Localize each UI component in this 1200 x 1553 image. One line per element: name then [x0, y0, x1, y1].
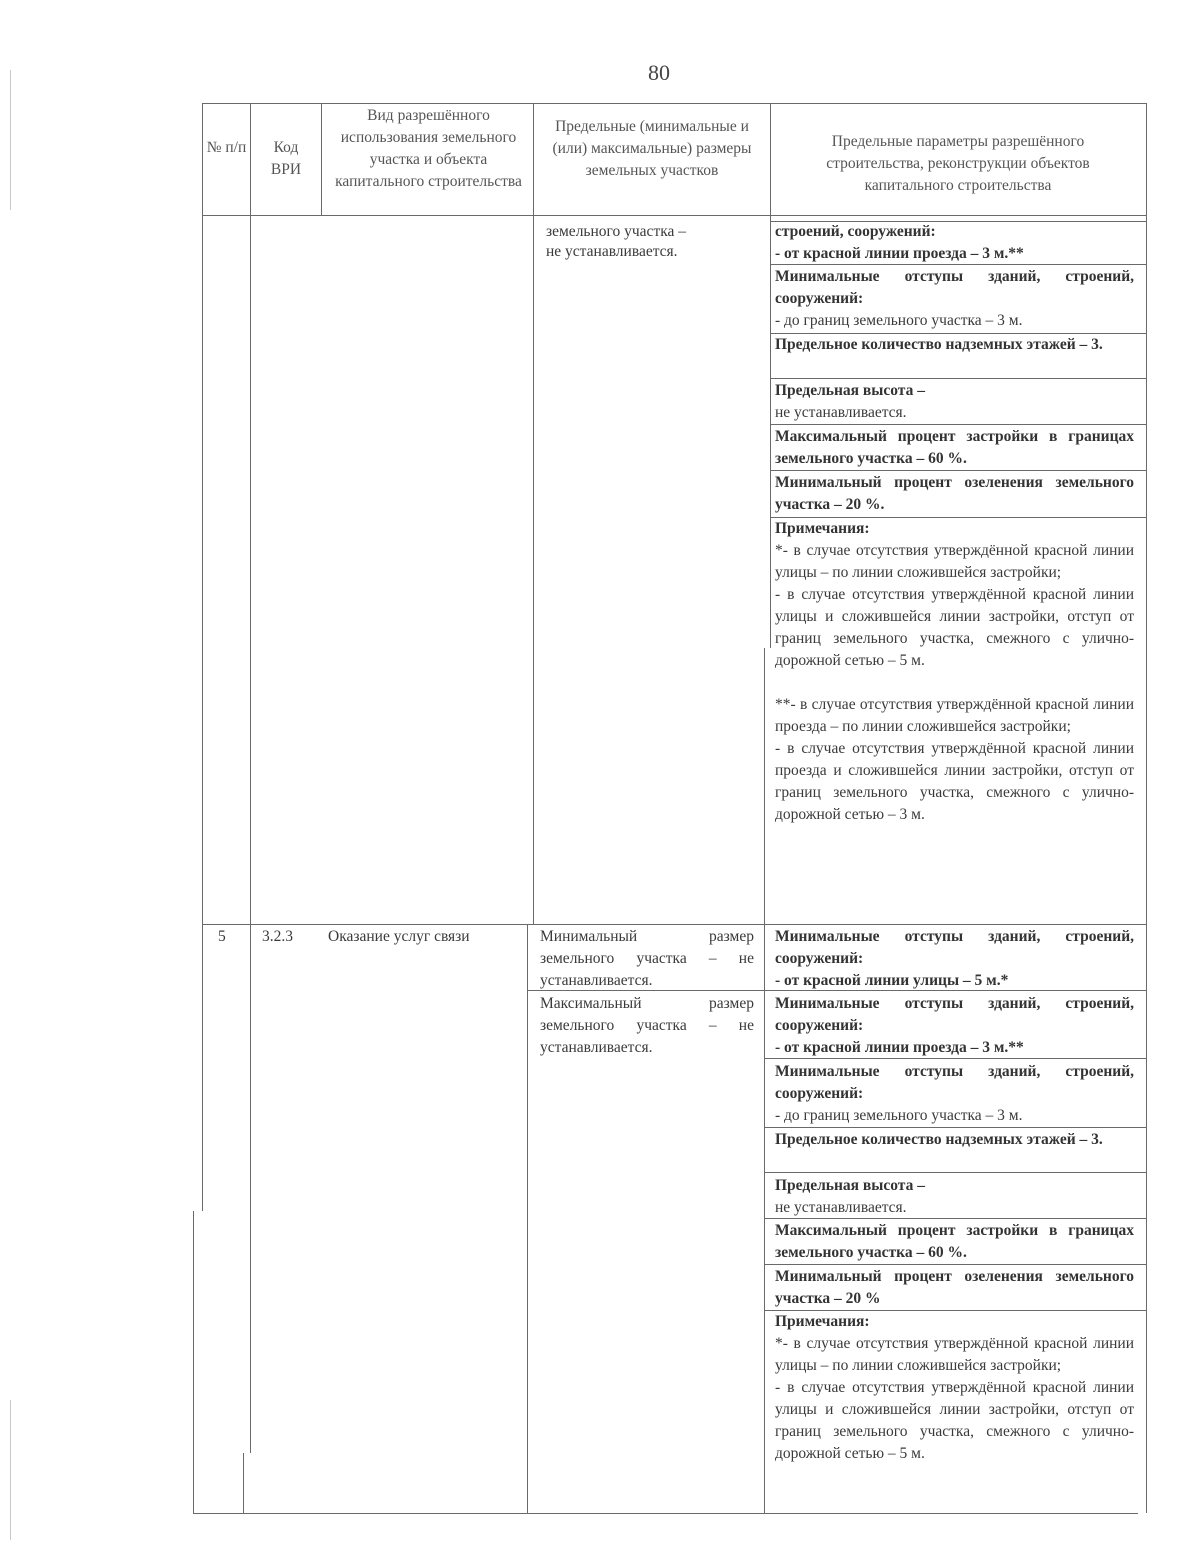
header-size: Предельные (минимальные и (или) максимальные) размеры земельных участков — [552, 118, 752, 179]
param-line: - от красной линии проезда – 3 м.** — [775, 1039, 1024, 1056]
size-text-line: не устанавливается. — [546, 243, 678, 260]
col-separator — [250, 103, 251, 1453]
param-title: Минимальные отступы зданий, строений, сооружений: — [775, 928, 1134, 967]
col-separator — [533, 103, 534, 925]
param-line: - от красной линии улицы – 5 м.* — [775, 972, 1009, 989]
note-item: - в случае отсутствия утверждённой красной линии улицы и сложившейся линии застройки, отступ от границ земельного участка, смежного с улично-дорожной сетью – 5 м. — [775, 586, 1134, 669]
row-code: 3.2.3 — [262, 928, 293, 945]
size-max: Максимальный размер земельного участка – не устанавливается. — [540, 995, 754, 1056]
col-separator — [321, 103, 322, 216]
param-cell — [775, 221, 1134, 265]
param-title: Предельное количество надземных этажей – 3. — [775, 1131, 1103, 1148]
note-item: - в случае отсутствия утверждённой красной линии улицы и сложившейся линии застройки, отступ от границ земельного участка, смежного с улично-дорожной сетью – 5 м. — [775, 1379, 1134, 1462]
param-cell — [775, 1129, 1134, 1151]
table-border-top — [202, 103, 1146, 104]
param-cell — [775, 334, 1134, 356]
header-type: Вид разрешённого использования земельного участка и объекта капитального строительства — [335, 107, 522, 190]
col-separator — [764, 648, 765, 1513]
param-cell — [775, 472, 1134, 516]
header-no: № п/п — [206, 139, 247, 156]
table-border-right — [1146, 103, 1147, 1513]
cell-border — [764, 1264, 1146, 1265]
note-item: - в случае отсутствия утверждённой красной линии проезда и сложившейся линии застройки, отступ от границ земельного участка, смежного с улично-дорожной сетью – 3 м. — [775, 740, 1134, 823]
param-title: Максимальный процент застройки в границах земельного участка – 60 %. — [775, 1222, 1134, 1261]
table-border-bottom — [193, 1513, 1138, 1514]
notes-title: Примечания: — [775, 1313, 870, 1330]
spacer — [775, 672, 1134, 694]
notes-cell — [775, 1311, 1134, 1465]
cell-border — [770, 424, 1146, 425]
cell-border — [770, 378, 1146, 379]
col-separator — [243, 1453, 244, 1513]
col-separator — [770, 103, 771, 648]
param-cell — [775, 266, 1134, 332]
header-params: Предельные параметры разрешённого строительства, реконструкции объектов капитального строительства — [826, 133, 1090, 194]
param-cell — [775, 1220, 1134, 1264]
param-cell — [775, 1175, 1134, 1219]
param-title: Минимальные отступы зданий, строений, сооружений: — [775, 995, 1134, 1034]
table-border-left — [202, 103, 203, 1211]
param-title: Минимальный процент озеленения земельного участка – 20 %. — [775, 474, 1134, 513]
cell-border — [770, 470, 1146, 471]
page-number: 80 — [648, 60, 670, 85]
note-item: *- в случае отсутствия утверждённой красной линии улицы – по линии сложившейся застройки; — [775, 1335, 1134, 1374]
param-cell — [775, 1061, 1134, 1127]
notes-cell — [775, 518, 1134, 826]
size-min: Минимальный размер земельного участка – не устанавливается. — [540, 928, 754, 989]
header-border — [202, 215, 1146, 216]
param-title: Предельная высота – — [775, 1177, 925, 1194]
param-title: Максимальный процент застройки в границах земельного участка – 60 %. — [775, 428, 1134, 467]
note-item: *- в случае отсутствия утверждённой красной линии улицы – по линии сложившейся застройки; — [775, 542, 1134, 581]
param-line: не устанавливается. — [775, 1199, 907, 1216]
row-type: Оказание услуг связи — [328, 928, 470, 945]
table-border-left — [193, 1211, 194, 1514]
param-cell — [775, 380, 1134, 424]
param-line: - до границ земельного участка – 3 м. — [775, 1107, 1023, 1124]
param-line: - от красной линии проезда – 3 м.** — [775, 245, 1024, 262]
param-title: Минимальные отступы зданий, строений, сооружений: — [775, 1063, 1134, 1102]
cell-border — [764, 1172, 1146, 1173]
param-cell — [775, 993, 1134, 1059]
scan-artifact — [10, 1400, 11, 1540]
notes-title: Примечания: — [775, 520, 870, 537]
param-title: строений, сооружений: — [775, 223, 936, 240]
param-line: - до границ земельного участка – 3 м. — [775, 312, 1023, 329]
param-title: Предельная высота – — [775, 382, 925, 399]
param-cell — [775, 926, 1134, 992]
param-title: Минимальный процент озеленения земельного участка – 20 % — [775, 1268, 1134, 1307]
row-number: 5 — [218, 928, 226, 945]
param-title: Минимальные отступы зданий, строений, сооружений: — [775, 268, 1134, 307]
size-text-line: земельного участка – — [546, 223, 687, 240]
scan-artifact — [10, 70, 11, 210]
note-item: **- в случае отсутствия утверждённой красной линии проезда – по линии сложившейся застройки; — [775, 696, 1134, 735]
cell-border — [764, 1127, 1146, 1128]
param-title: Предельное количество надземных этажей – 3. — [775, 336, 1103, 353]
param-line: не устанавливается. — [775, 404, 907, 421]
col-separator — [527, 925, 528, 1513]
row-border — [202, 924, 1146, 925]
param-cell — [775, 1266, 1134, 1310]
param-cell — [775, 426, 1134, 470]
header-code: Код ВРИ — [270, 139, 302, 178]
